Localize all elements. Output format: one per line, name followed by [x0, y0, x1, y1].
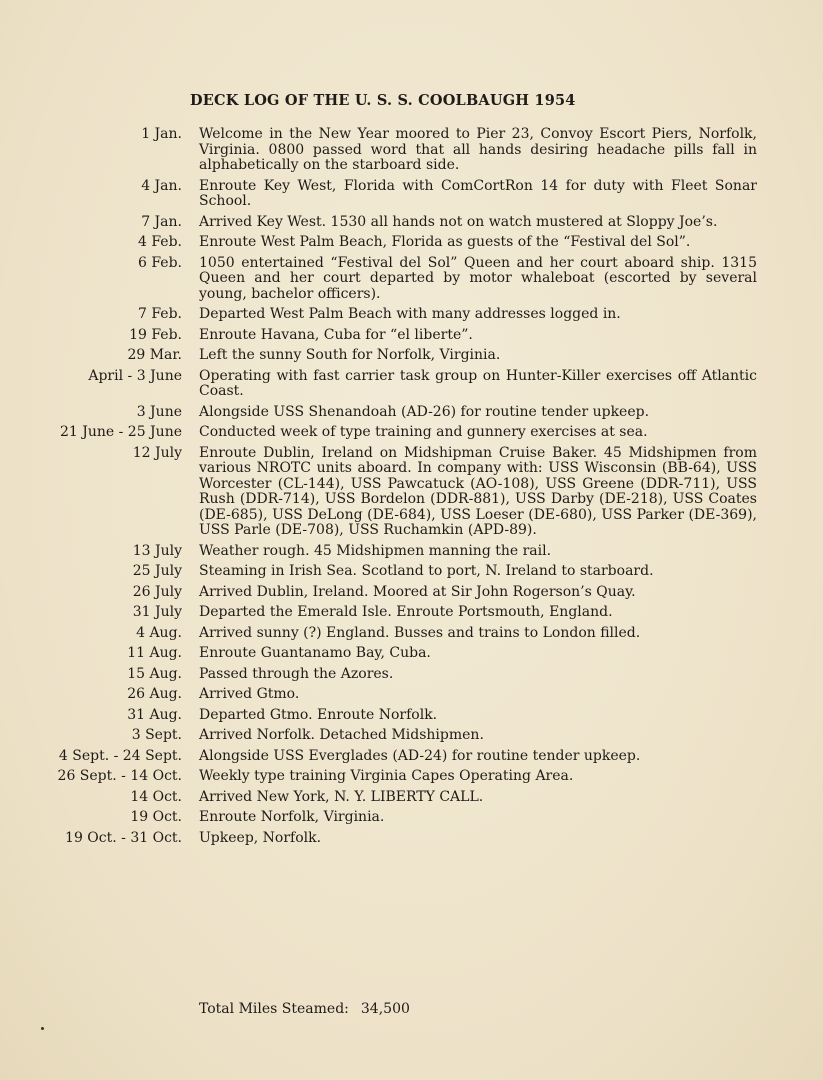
entry-text: Passed through the Azores. [199, 665, 394, 682]
entry-text: Departed the Emerald Isle. Enroute Portsmouth, England. [199, 604, 613, 620]
total-miles-label: Total Miles Steamed: [199, 1001, 349, 1017]
log-entry [0, 127, 823, 174]
entry-text: 1050 entertained “Festival del Sol” Queen and her court aboard ship. 1315 Queen and her court departed by motor whaleboat (escorted by several young, bachelor officers). [199, 254, 757, 302]
entry-date: 7 Jan. [141, 213, 182, 230]
entry-date: 11 Aug. [127, 645, 182, 661]
log-entry [0, 235, 823, 251]
entry-text: Enroute Guantanamo Bay, Cuba. [199, 645, 431, 661]
entry-date: 19 Oct. - 31 Oct. [65, 829, 182, 846]
entry-text: Departed West Palm Beach with many addresses logged in. [199, 306, 621, 322]
log-entry [0, 564, 823, 580]
entry-text: Operating with fast carrier task group on Hunter-Killer exercises off Atlantic Coast. [199, 367, 757, 399]
entry-date: 26 Sept. - 14 Oct. [57, 768, 182, 784]
entry-date: 4 Aug. [136, 624, 182, 641]
log-entry [0, 425, 823, 441]
entry-text: Arrived New York, N. Y. LIBERTY CALL. [199, 788, 484, 805]
entry-date: 4 Jan. [141, 177, 182, 194]
log-entry [0, 667, 823, 683]
entry-date: 31 July [132, 604, 182, 620]
entry-date: 6 Feb. [137, 254, 182, 271]
entry-date: 29 Mar. [127, 347, 182, 363]
entry-date: 7 Feb. [137, 306, 182, 322]
entry-text: Welcome in the New Year moored to Pier 23, Convoy Escort Piers, Norfolk, Virginia. 0800 passed word that all hands desiring headache pills fall in alphabetically on the starboard side. [199, 126, 757, 173]
log-entry [0, 307, 823, 323]
paper-speck [41, 1027, 44, 1030]
entry-date: 31 Aug. [127, 706, 182, 723]
log-entry [0, 626, 823, 642]
log-entry [0, 179, 823, 210]
entry-date: 19 Feb. [129, 326, 182, 343]
entry-date: 26 July [132, 583, 182, 600]
entry-text: Arrived sunny (?) England. Busses and trains to London filled. [199, 624, 641, 641]
log-entry [0, 585, 823, 601]
entry-text: Alongside USS Shenandoah (AD-26) for routine tender upkeep. [199, 403, 650, 420]
entry-text: Left the sunny South for Norfolk, Virginia. [199, 347, 501, 363]
log-entry [0, 831, 823, 847]
entry-date: 21 June - 25 June [59, 424, 182, 440]
entry-date: 25 July [132, 563, 182, 579]
log-entry-list [0, 127, 823, 851]
log-entry [0, 256, 823, 303]
log-entry [0, 646, 823, 662]
entry-text: Weather rough. 45 Midshipmen manning the rail. [199, 542, 552, 559]
entry-date: 3 June [136, 403, 182, 420]
total-miles-value: 34,500 [360, 1001, 410, 1017]
log-entry [0, 348, 823, 364]
entry-text: Conducted week of type training and gunnery exercises at sea. [199, 424, 648, 440]
page-title: DECK LOG OF THE U. S. S. COOLBAUGH 1954 [190, 92, 576, 109]
entry-date: 1 Jan. [141, 126, 182, 142]
entry-date: 14 Oct. [130, 788, 182, 805]
entry-text: Arrived Dublin, Ireland. Moored at Sir John Rogerson’s Quay. [199, 583, 636, 600]
log-entry [0, 810, 823, 826]
entry-text: Arrived Key West. 1530 all hands not on watch mustered at Sloppy Joe’s. [199, 213, 718, 230]
total-miles [199, 1001, 410, 1017]
log-entry [0, 328, 823, 344]
entry-text: Enroute Key West, Florida with ComCortRon 14 for duty with Fleet Sonar School. [199, 177, 757, 209]
entry-date: 12 July [132, 444, 182, 461]
entry-text: Steaming in Irish Sea. Scotland to port, N. Ireland to starboard. [199, 563, 654, 579]
log-entry [0, 405, 823, 421]
entry-text: Upkeep, Norfolk. [199, 829, 322, 846]
entry-date: 4 Feb. [137, 234, 182, 250]
entry-text: Enroute West Palm Beach, Florida as guests of the “Festival del Sol”. [199, 234, 691, 250]
log-entry [0, 605, 823, 621]
entry-text: Alongside USS Everglades (AD-24) for routine tender upkeep. [199, 747, 641, 764]
log-entry [0, 790, 823, 806]
entry-text: Enroute Dublin, Ireland on Midshipman Cruise Baker. 45 Midshipmen from various NROTC units aboard. In company with: USS Wisconsin (BB-64), USS Worcester (CL-144), USS Pawcatuck (AO-108), USS Greene (DDR-711), USS Rush (DDR-714), USS Bordelon (DDR-881), USS Darby (DE-218), USS Coates (DE-685), USS DeLong (DE-684), USS Loeser (DE-680), USS Parker (DE-369), USS Parle (DE-708), USS Ruchamkin (APD-89). [199, 444, 757, 538]
log-entry [0, 769, 823, 785]
entry-date: April - 3 June [88, 367, 182, 384]
entry-date: 3 Sept. [131, 727, 182, 743]
entry-date: 13 July [132, 542, 182, 559]
entry-text: Enroute Norfolk, Virginia. [199, 809, 385, 825]
entry-text: Departed Gtmo. Enroute Norfolk. [199, 706, 438, 723]
log-entry [0, 369, 823, 400]
entry-text: Weekly type training Virginia Capes Operating Area. [199, 768, 574, 784]
entry-date: 19 Oct. [130, 809, 182, 825]
log-entry [0, 687, 823, 703]
log-entry [0, 544, 823, 560]
entry-text: Enroute Havana, Cuba for “el liberte”. [199, 326, 473, 343]
log-entry [0, 708, 823, 724]
entry-text: Arrived Gtmo. [199, 686, 300, 702]
log-entry [0, 728, 823, 744]
entry-text: Arrived Norfolk. Detached Midshipmen. [199, 727, 484, 743]
entry-date: 15 Aug. [127, 665, 182, 682]
entry-date: 4 Sept. - 24 Sept. [58, 747, 182, 764]
log-entry [0, 749, 823, 765]
entry-date: 26 Aug. [127, 686, 182, 702]
log-entry [0, 446, 823, 539]
log-entry [0, 215, 823, 231]
